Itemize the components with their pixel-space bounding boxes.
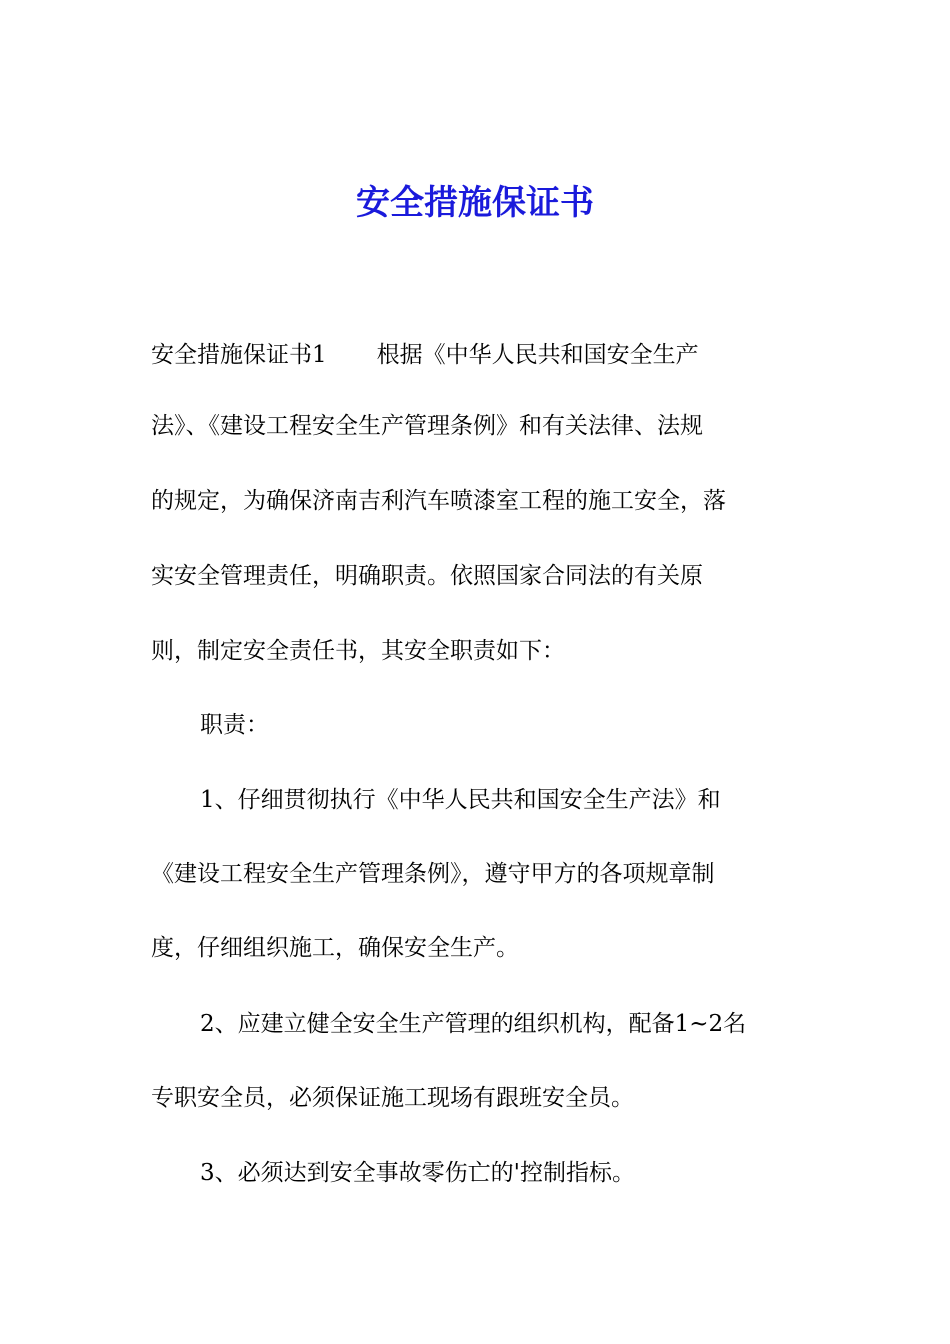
paragraph-line-4: 实安全管理责任，明确职责。依照国家合同法的有关原 bbox=[151, 563, 703, 589]
duties-heading: 职责： bbox=[200, 712, 269, 738]
paragraph-line-2: 法》、《建设工程安全生产管理条例》和有关法律、法规 bbox=[151, 413, 703, 439]
duty-2-line-1: 2、应建立健全安全生产管理的组织机构，配备1~2名 bbox=[200, 1011, 747, 1037]
duty-1-line-3: 度，仔细组织施工，确保安全生产。 bbox=[151, 935, 519, 961]
paragraph-line-5: 则，制定安全责任书，其安全职责如下： bbox=[151, 638, 565, 664]
duty-2-line-2: 专职安全员，必须保证施工现场有跟班安全员。 bbox=[151, 1085, 634, 1111]
document-title: 安全措施保证书 bbox=[356, 183, 594, 223]
duty-3-line-1: 3、必须达到安全事故零伤亡的'控制指标。 bbox=[200, 1160, 635, 1186]
duty-1-line-1: 1、仔细贯彻执行《中华人民共和国安全生产法》和 bbox=[200, 787, 721, 813]
paragraph-line-1 bbox=[151, 339, 699, 371]
intro-heading: 安全措施保证书1 bbox=[151, 342, 327, 368]
duty-1-line-2: 《建设工程安全生产管理条例》，遵守甲方的各项规章制 bbox=[151, 861, 715, 887]
paragraph-line-3: 的规定，为确保济南吉利汽车喷漆室工程的施工安全，落 bbox=[151, 488, 726, 514]
intro-text: 根据《中华人民共和国安全生产 bbox=[376, 342, 699, 368]
